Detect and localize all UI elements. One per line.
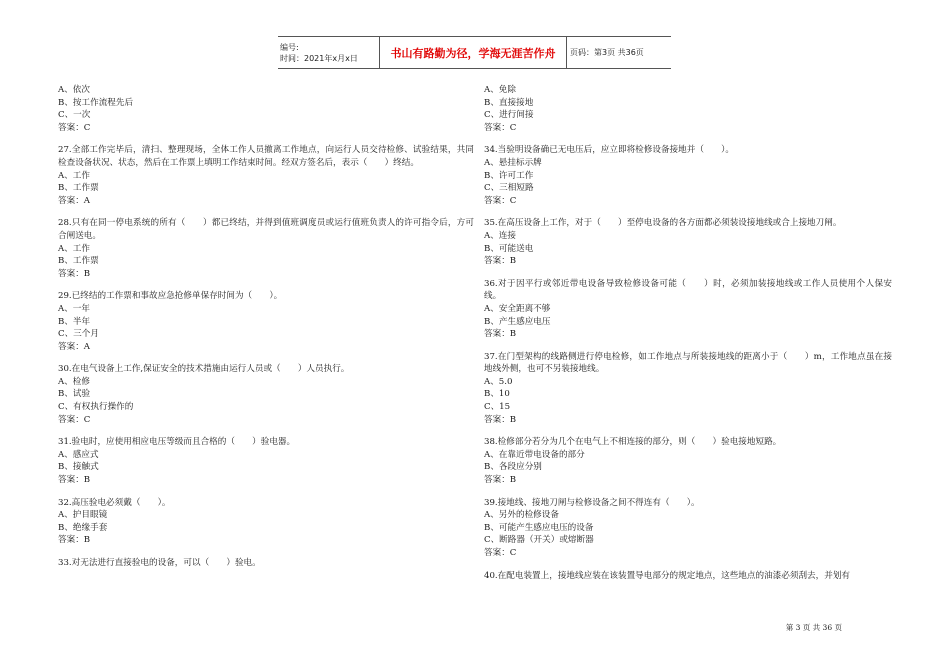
question-stem: 33.对无法进行直接验电的设备，可以（ ）验电。 (58, 558, 261, 568)
answer-option: C、断路器（开关）或熔断器 (484, 535, 594, 546)
question-stem: 39.接地线、接地刀闸与检修设备之间不得连有（ ）。 (484, 497, 700, 508)
question-stem: 32.高压验电必须戴（ ）。 (58, 497, 171, 508)
page-header (278, 36, 671, 69)
answer-key: 答案：C (58, 122, 91, 133)
question-block (484, 278, 892, 341)
question-stem: 38.检修部分若分为几个在电气上不相连接的部分，则（ ）验电接地短路。 (484, 437, 782, 448)
answer-option: B、工作票 (58, 256, 99, 267)
answer-option: A、一年 (58, 303, 90, 314)
question-block (58, 144, 474, 207)
time-label: 时间：2021年x月x日 (280, 53, 358, 63)
answer-key: 答案：C (484, 195, 517, 206)
question-stem: 40.在配电装置上，接地线应装在该装置导电部分的规定地点，这些地点的油漆必须刮去，并划有 (484, 570, 851, 581)
answer-option: B、产生感应电压 (484, 316, 551, 327)
question-stem: 30.在电气设备上工作,保证安全的技术措施由运行人员或（ ）人员执行。 (58, 364, 350, 375)
answer-key: 答案：A (58, 195, 90, 206)
header-meta (278, 37, 380, 69)
answer-option: C、一次 (58, 110, 91, 121)
answer-option: B、可能送电 (484, 243, 534, 254)
answer-option: A、安全距离不够 (484, 303, 551, 314)
answer-key: 答案：C (484, 548, 517, 558)
answer-key: 答案：B (58, 535, 91, 546)
serial-label: 编号: (280, 42, 299, 52)
answer-option: A、在靠近带电设备的部分 (484, 449, 585, 460)
answer-option: A、工作 (58, 243, 90, 254)
page-footer: 第 3 页 共 36 页 (785, 623, 842, 632)
right-column (484, 84, 892, 592)
question-stem: 29.已终结的工作票和事故应急抢修单保存时间为（ ）。 (58, 291, 283, 302)
answer-key: 答案：B (484, 329, 517, 340)
question-block (58, 436, 474, 486)
answer-option: A、连接 (484, 230, 516, 241)
answer-option: A、依次 (58, 85, 90, 95)
answer-option: B、试验 (58, 389, 91, 400)
answer-option: B、工作票 (58, 183, 99, 194)
answer-option: C、三个月 (58, 329, 99, 340)
question-stem: 31.验电时，应使用相应电压等级而且合格的（ ）验电器。 (58, 437, 296, 448)
question-block (484, 497, 892, 560)
question-stem: 36.对于因平行或邻近带电设备导致检修设备可能（ ）时，必须加装接地线或工作人员使用个人保安线。 (484, 278, 892, 302)
answer-key: 答案：B (484, 414, 517, 425)
answer-option: C、三相短路 (484, 183, 534, 194)
question-block (58, 497, 474, 547)
answer-option: C、15 (484, 402, 511, 413)
question-block (58, 290, 474, 353)
question-block (58, 363, 474, 426)
answer-option: C、有权执行操作的 (58, 402, 134, 413)
answer-option: C、进行间接 (484, 110, 534, 121)
question-stem: 27.全部工作完毕后，清扫、整理现场，全体工作人员撤离工作地点，向运行人员交待检修、试验结果，共同检查设备状况、状态，然后在工作票上填明工作结束时间。经双方签名后，表示（ ）终结。 (58, 145, 474, 168)
answer-option: B、半年 (58, 316, 91, 327)
answer-option: A、悬挂标示牌 (484, 157, 542, 168)
question-stem: 35.在高压设备上工作，对于（ ）至停电设备的各方面都必须装设接地线或合上接地刀闸。 (484, 218, 842, 229)
answer-option: B、可能产生感应电压的设备 (484, 522, 594, 533)
answer-option: A、另外的检修设备 (484, 510, 559, 521)
question-block (484, 436, 892, 486)
answer-key: 答案：B (58, 475, 91, 486)
header-motto: 书山有路勤为径，学海无涯苦作舟 (380, 37, 567, 69)
answer-option: B、许可工作 (484, 170, 534, 181)
answer-option: B、绝缘手套 (58, 522, 108, 533)
question-block (484, 144, 892, 207)
answer-option: A、检修 (58, 376, 90, 387)
question-block (58, 217, 474, 280)
answer-option: B、10 (484, 389, 510, 400)
answer-key: 答案：C (484, 122, 517, 133)
answer-key: 答案：B (484, 475, 517, 486)
header-page-info: 页码：第3页 共36页 (567, 37, 672, 69)
answer-option: B、接触式 (58, 462, 99, 473)
answer-option: A、工作 (58, 170, 90, 181)
left-column (58, 84, 474, 580)
question-block (484, 351, 892, 427)
question-stem: 37.在门型架构的线路侧进行停电检修，如工作地点与所装接地线的距离小于（ ）m，工作地点虽在接地线外侧，也可不另装接地线。 (484, 351, 892, 375)
answer-option: B、按工作流程先后 (58, 97, 134, 108)
question-block (484, 217, 892, 267)
answer-key: 答案：B (484, 256, 517, 267)
answer-option: A、感应式 (58, 449, 99, 460)
answer-option: A、5.0 (484, 376, 513, 387)
answer-option: B、直接接地 (484, 97, 534, 108)
answer-option: A、护目眼镜 (58, 510, 108, 521)
question-block (484, 84, 892, 134)
question-stem: 28.只有在同一停电系统的所有（ ）都已终结，并得到值班调度员或运行值班负责人的许可指令后，方可合闸送电。 (58, 218, 474, 241)
answer-option: A、免除 (484, 85, 516, 95)
question-block (58, 557, 474, 570)
answer-key: 答案：B (58, 268, 91, 279)
answer-option: B、各段应分别 (484, 462, 542, 473)
answer-key: 答案：A (58, 341, 90, 352)
question-block (58, 84, 474, 134)
question-block (484, 570, 892, 583)
answer-key: 答案：C (58, 414, 91, 425)
question-stem: 34.当验明设备确已无电压后，应立即将检修设备接地并（ ）。 (484, 145, 734, 156)
